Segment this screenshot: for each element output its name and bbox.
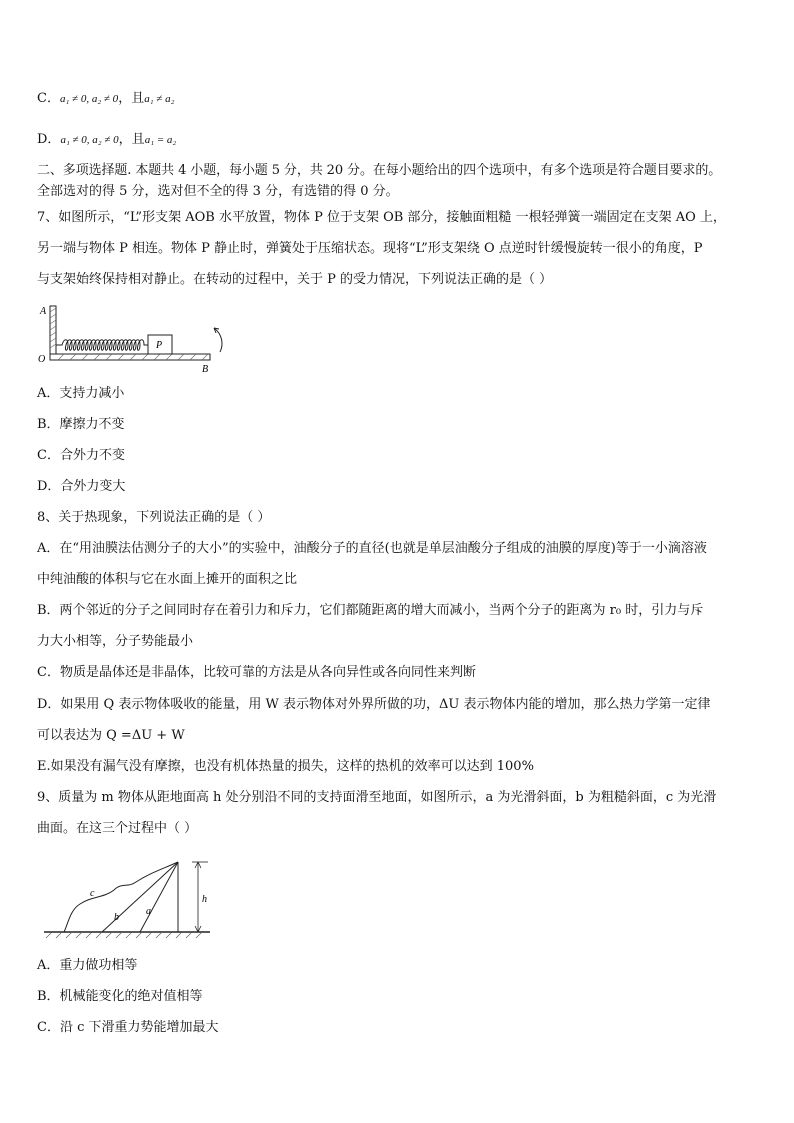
section2-instructions-line1: 二、多项选择题. 本题共 4 小题，每小题 5 分，共 20 分。在每小题给出的四个选项中，有多个选项是符合题目要求的。 xyxy=(37,163,722,178)
q6-option-c-mid: ，且 xyxy=(118,91,145,106)
q8-option-b-line2: 力大小相等，分子势能最小 xyxy=(37,634,194,649)
q9-label-c: c xyxy=(90,888,95,899)
q9-stem-line1: 9、质量为 m 物体从距地面高 h 处分别沿不同的支持面滑至地面，如图所示，a 为光滑斜面，b 为粗糙斜面，c 为光滑 xyxy=(37,790,717,805)
q9-label-a: a xyxy=(146,906,151,917)
q9-label-h: h xyxy=(202,894,207,905)
q7-figure xyxy=(36,300,226,375)
q7-option-c: C．合外力不变 xyxy=(37,448,125,463)
q9-option-a: A．重力做功相等 xyxy=(37,958,138,973)
q7-label-b: B xyxy=(202,364,209,375)
q8-stem: 8、关于热现象，下列说法正确的是（ ） xyxy=(37,510,271,525)
q8-option-a-line1: A．在“用油膜法估测分子的大小”的实验中，油酸分子的直径(也就是单层油酸分子组成的油膜的厚度)等于一小滴溶液 xyxy=(37,541,707,556)
q7-option-a: A．支持力减小 xyxy=(37,386,125,401)
q9-ground-hatch xyxy=(46,932,202,938)
q6-option-c-prefix: C． xyxy=(37,91,60,106)
q7-arm-ao xyxy=(50,306,56,354)
q8-option-d-line2: 可以表达为 Q =ΔU + W xyxy=(37,728,185,743)
q9-option-b: B．机械能变化的绝对值相等 xyxy=(37,989,203,1004)
q7-spring xyxy=(56,340,148,351)
section2-instructions-line2: 全部选对的得 5 分，选对但不全的得 3 分，有选错的得 0 分。 xyxy=(37,184,399,199)
q7-label-a: A xyxy=(40,306,47,317)
q7-stem-line3: 与支架始终保持相对静止。在转动的过程中，关于 P 的受力情况，下列说法正确的是（ ） xyxy=(37,272,553,287)
q6-option-d-relation: a₁ = a₂ xyxy=(144,134,177,146)
q9-label-b: b xyxy=(114,912,119,923)
q6-option-d xyxy=(37,131,764,149)
q6-option-d-condition: a₁ ≠ 0, a₂ ≠ 0 xyxy=(60,134,119,146)
q9-curve-c xyxy=(64,862,178,932)
q6-option-c-condition: a₁ ≠ 0, a₂ ≠ 0 xyxy=(59,93,119,105)
q8-option-a-line2: 中纯油酸的体积与它在水面上摊开的面积之比 xyxy=(37,572,298,587)
q9-stem-line2: 曲面。在这三个过程中（ ） xyxy=(37,821,198,836)
q6-option-d-prefix: D． xyxy=(37,132,61,147)
q8-option-d-line1: D．如果用 Q 表示物体吸收的能量，用 W 表示物体对外界所做的功，ΔU 表示物体内能的增加，那么热力学第一定律 xyxy=(37,697,711,712)
q7-stem-line2: 另一端与物体 P 相连。物体 P 静止时，弹簧处于压缩状态。现将“L”形支架绕 O 点逆时针缓慢旋转一很小的角度，P xyxy=(37,241,703,256)
q7-label-o: O xyxy=(38,354,46,365)
q8-option-e: E.如果没有漏气没有摩擦，也没有机体热量的损失，这样的热机的效率可以达到 100% xyxy=(37,759,534,774)
q8-option-b-line1: B．两个邻近的分子之间同时存在着引力和斥力，它们都随距离的增大而减小，当两个分子的距离为 r₀ 时，引力与斥 xyxy=(37,603,704,618)
q7-stem-line1: 7、如图所示，“L”形支架 AOB 水平放置，物体 P 位于支架 OB 部分，接触面粗糙 一根轻弹簧一端固定在支架 AO 上， xyxy=(37,210,726,225)
q7-label-p: P xyxy=(156,340,163,351)
q6-option-c xyxy=(37,90,764,108)
q7-option-b: B．摩擦力不变 xyxy=(37,417,125,432)
q6-option-c-relation: a₁ ≠ a₂ xyxy=(144,93,175,105)
q7-option-d: D．合外力变大 xyxy=(37,479,126,494)
q9-option-c: C．沿 c 下滑重力势能增加最大 xyxy=(37,1020,219,1035)
q9-incline-a xyxy=(140,862,178,932)
q9-figure xyxy=(40,852,220,944)
q6-option-d-mid: ，且 xyxy=(118,132,145,147)
q7-arm-ob xyxy=(50,354,210,360)
q8-option-c: C．物质是晶体还是非晶体，比较可靠的方法是从各向异性或各向同性来判断 xyxy=(37,665,476,680)
